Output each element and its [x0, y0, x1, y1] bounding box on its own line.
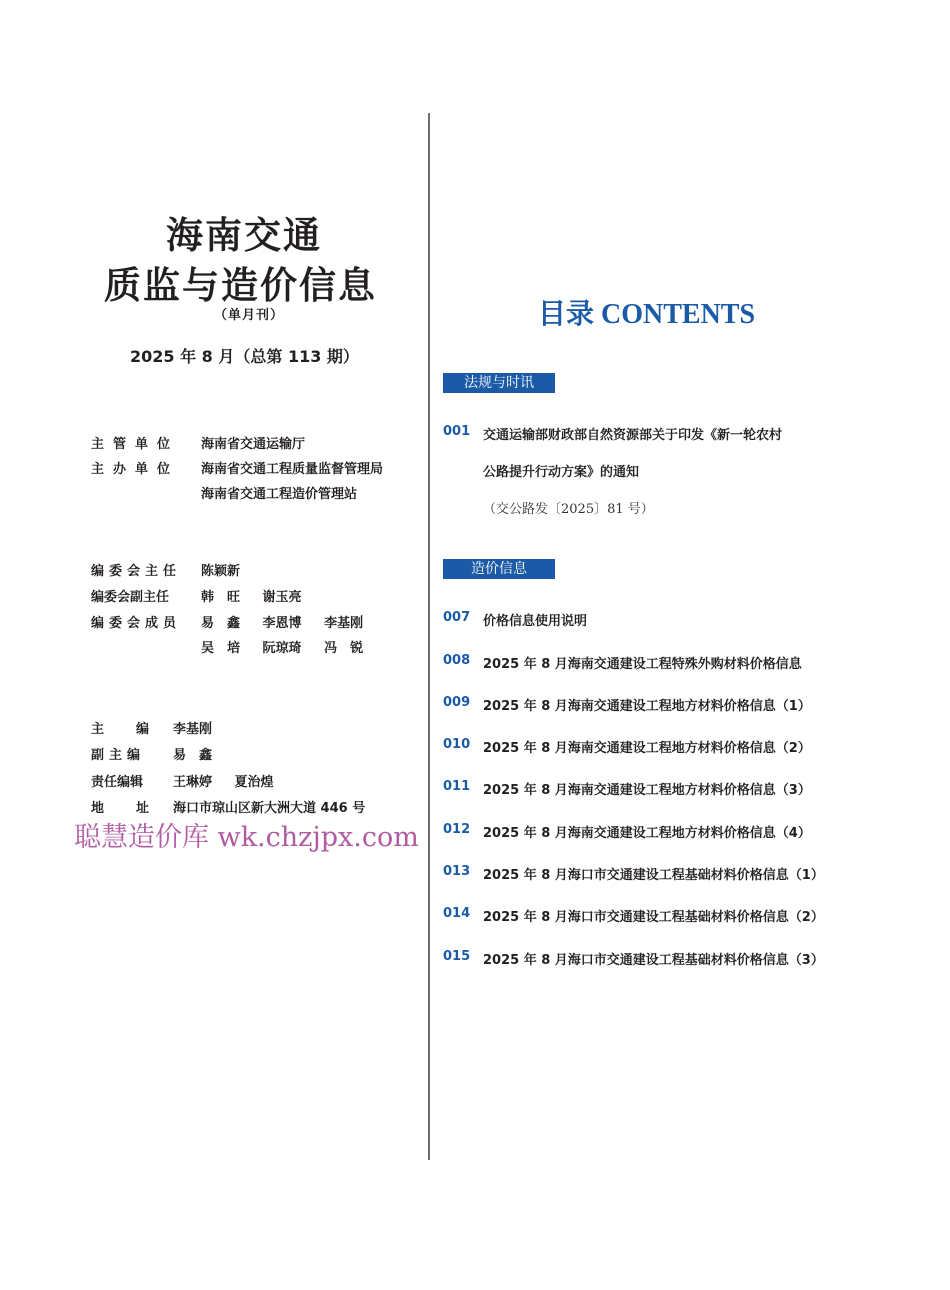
toc-title: 2025 年 8 月海南交通建设工程地方材料价格信息（1）: [483, 699, 811, 714]
board-member: 吴 培: [201, 641, 241, 656]
toc-page-number: 010: [443, 737, 471, 752]
contents-title: 目录 CONTENTS: [538, 299, 756, 330]
section-header-regulations: 法规与时讯: [443, 373, 555, 393]
address-value: 海口市琼山区新大洲大道 446 号: [173, 801, 366, 816]
toc-page-number: 013: [443, 864, 471, 879]
toc-title: 2025 年 8 月海南交通建设工程特殊外购材料价格信息: [483, 657, 802, 672]
staff-label: 地 址: [91, 801, 152, 816]
toc-page-number: 014: [443, 906, 471, 921]
column-divider: [428, 113, 430, 1160]
staff-name: 易 鑫: [173, 748, 213, 763]
toc-title: 2025 年 8 月海南交通建设工程地方材料价格信息（3）: [483, 783, 811, 798]
toc-page-number: 012: [443, 822, 471, 837]
staff-label: 责任编辑: [91, 775, 144, 790]
staff-label: 主 编: [91, 722, 152, 737]
staff-name: 王琳婷: [173, 775, 213, 790]
toc-title: 交通运输部财政部自然资源部关于印发《新一轮农村: [483, 428, 783, 443]
toc-page-number: 001: [443, 424, 471, 439]
board-label: 编委会副主任: [91, 590, 170, 605]
org-label: 主办单位: [91, 462, 180, 477]
section-header-cost-info: 造价信息: [443, 559, 555, 579]
staff-label: 副主编: [91, 748, 146, 763]
publication-frequency: （单月刊）: [214, 308, 285, 323]
board-member: 李基刚: [324, 616, 364, 631]
org-value: 海南省交通工程造价管理站: [201, 487, 358, 502]
toc-page-number: 011: [443, 779, 471, 794]
watermark: 聪慧造价库 wk.chzjpx.com: [74, 822, 419, 853]
staff-name: 李基刚: [173, 722, 213, 737]
org-value: 海南省交通运输厅: [201, 437, 306, 452]
toc-page-number: 009: [443, 695, 471, 710]
toc-document-number: （交公路发〔2025〕81 号）: [483, 502, 654, 517]
toc-title: 2025 年 8 月海口市交通建设工程基础材料价格信息（1）: [483, 868, 824, 883]
toc-title: 2025 年 8 月海南交通建设工程地方材料价格信息（2）: [483, 741, 811, 756]
toc-title: 2025 年 8 月海口市交通建设工程基础材料价格信息（3）: [483, 953, 824, 968]
board-label: 编委会主任: [91, 564, 182, 579]
board-member: 李恩博: [262, 616, 302, 631]
toc-page-number: 015: [443, 949, 471, 964]
org-value: 海南省交通工程质量监督管理局: [201, 462, 384, 477]
board-member: 陈颖新: [201, 564, 241, 579]
toc-title-continued[interactable]: 公路提升行动方案》的通知: [483, 465, 640, 480]
board-member: 易 鑫: [201, 616, 241, 631]
journal-title-line1: 海南交通: [166, 214, 322, 257]
board-label: 编委会成员: [91, 616, 182, 631]
board-member: 阮琼琦: [262, 641, 302, 656]
toc-title: 价格信息使用说明: [483, 614, 588, 629]
issue-info: 2025 年 8 月（总第 113 期）: [130, 347, 359, 366]
toc-page-number: 007: [443, 610, 471, 625]
board-member: 韩 旺: [201, 590, 241, 605]
org-label: 主管单位: [91, 437, 180, 452]
staff-name: 夏治煌: [234, 775, 274, 790]
board-member: 冯 锐: [324, 641, 364, 656]
toc-title: 2025 年 8 月海口市交通建设工程基础材料价格信息（2）: [483, 910, 824, 925]
journal-title-line2: 质监与造价信息: [104, 264, 377, 307]
board-member: 谢玉亮: [262, 590, 302, 605]
toc-title: 2025 年 8 月海南交通建设工程地方材料价格信息（4）: [483, 826, 811, 841]
toc-page-number: 008: [443, 653, 471, 668]
